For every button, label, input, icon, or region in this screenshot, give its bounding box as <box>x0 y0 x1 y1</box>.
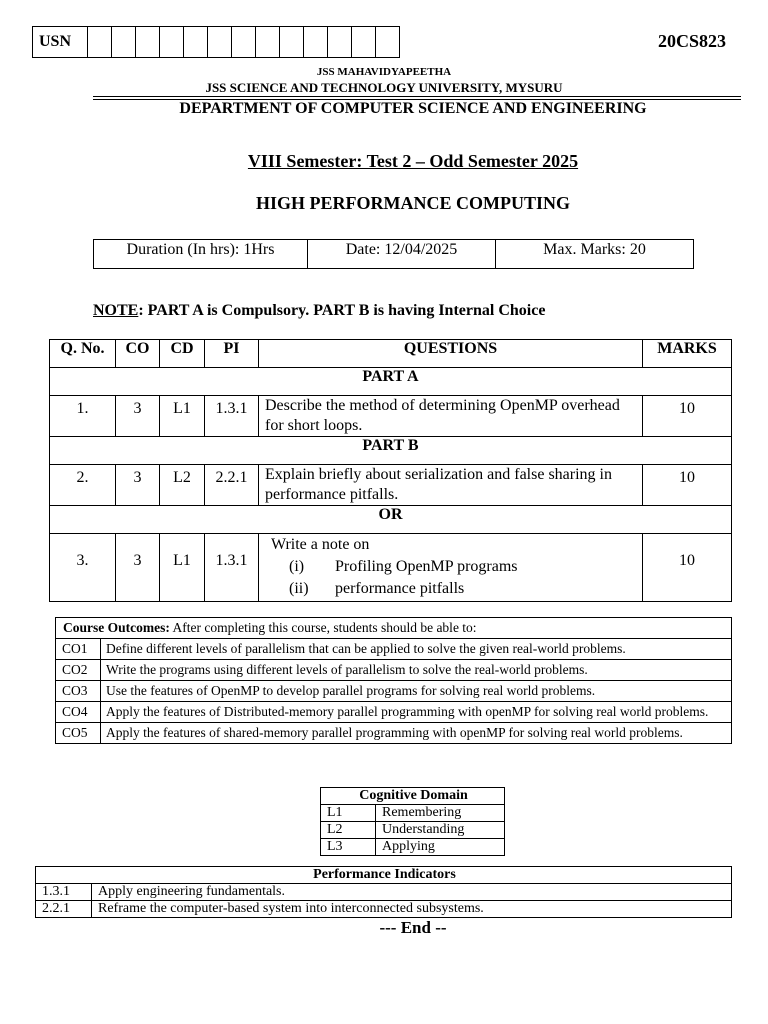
question-co: 3 <box>116 534 160 602</box>
table-row <box>36 884 732 901</box>
question-pi: 2.2.1 <box>205 465 259 506</box>
subpart-number: (ii) <box>289 580 309 597</box>
duration: Duration (In hrs): 1Hrs <box>94 240 308 269</box>
cognitive-domain-heading: Cognitive Domain <box>321 788 505 805</box>
table-row <box>50 465 732 506</box>
usn-cell <box>304 27 328 58</box>
cognitive-domain-table <box>320 787 505 856</box>
usn-cell <box>256 27 280 58</box>
subpart <box>271 578 636 600</box>
usn-cell <box>280 27 304 58</box>
table-row <box>321 839 505 856</box>
question-text: Explain briefly about serialization and false sharing in performance pitfalls. <box>259 465 643 506</box>
question-marks: 10 <box>643 534 732 602</box>
usn-label: USN <box>33 27 88 58</box>
question-number: 2. <box>50 465 116 506</box>
end-marker: --- End -- <box>379 918 447 937</box>
or-label: OR <box>50 506 732 534</box>
table-row <box>36 901 732 918</box>
subpart-number: (i) <box>289 558 305 575</box>
subpart-text: Profiling OpenMP programs <box>335 558 518 575</box>
table-header-row <box>50 340 732 368</box>
performance-indicators-heading: Performance Indicators <box>36 867 732 884</box>
usn-cell <box>160 27 184 58</box>
pi-text: Reframe the computer-based system into interconnected subsystems. <box>92 901 732 918</box>
question-text: Describe the method of determining OpenMP overhead for short loops. <box>259 396 643 437</box>
co-text: Write the programs using different levels of parallelism to solve the real-world problems. <box>101 660 732 681</box>
cd-label: Understanding <box>376 822 505 839</box>
part-b-label: PART B <box>50 437 732 465</box>
cd-level: L1 <box>321 805 376 822</box>
table-row <box>56 639 732 660</box>
header-co: CO <box>116 340 160 368</box>
usn-cell <box>112 27 136 58</box>
pi-text: Apply engineering fundamentals. <box>92 884 732 901</box>
exam-title: VIII Semester: Test 2 – Odd Semester 2025 <box>247 151 579 171</box>
table-row <box>56 660 732 681</box>
part-a-label: PART A <box>50 368 732 396</box>
course-outcomes-header <box>56 618 732 639</box>
co-text: Apply the features of Distributed-memory parallel programming with openMP for solving real world problems. <box>101 702 732 723</box>
cd-label: Applying <box>376 839 505 856</box>
table-row <box>56 702 732 723</box>
exam-date: Date: 12/04/2025 <box>308 240 496 269</box>
note-text: : PART A is Compulsory. PART B is having Internal Choice <box>138 302 546 319</box>
table-row <box>56 723 732 744</box>
co-id: CO4 <box>56 702 101 723</box>
co-id: CO2 <box>56 660 101 681</box>
co-id: CO3 <box>56 681 101 702</box>
course-outcomes-heading: Course Outcomes: <box>63 620 170 635</box>
table-row <box>50 396 732 437</box>
usn-cell <box>136 27 160 58</box>
course-outcomes-intro: After completing this course, students should be able to: <box>169 620 477 635</box>
course-code: 20CS823 <box>657 31 726 51</box>
co-id: CO1 <box>56 639 101 660</box>
usn-cell <box>208 27 232 58</box>
max-marks: Max. Marks: 20 <box>496 240 694 269</box>
question-number: 3. <box>50 534 116 602</box>
parent-institution: JSS MAHAVIDYAPEETHA <box>316 66 452 78</box>
table-row <box>321 822 505 839</box>
course-title: HIGH PERFORMANCE COMPUTING <box>256 193 570 213</box>
question-table <box>49 339 732 602</box>
header-pi: PI <box>205 340 259 368</box>
co-text: Apply the features of shared-memory parallel programming with openMP for solving real world problems. <box>101 723 732 744</box>
usn-cell <box>328 27 352 58</box>
question-marks: 10 <box>643 396 732 437</box>
subpart <box>271 556 636 578</box>
usn-cell <box>88 27 112 58</box>
cd-level: L3 <box>321 839 376 856</box>
department-name: DEPARTMENT OF COMPUTER SCIENCE AND ENGINEERING <box>179 100 647 117</box>
cd-label: Remembering <box>376 805 505 822</box>
pi-id: 1.3.1 <box>36 884 92 901</box>
question-text: Write a note on <box>271 536 370 553</box>
usn-cell <box>232 27 256 58</box>
subpart-text: performance pitfalls <box>335 580 465 597</box>
question-co: 3 <box>116 465 160 506</box>
question-co: 3 <box>116 396 160 437</box>
table-row <box>56 681 732 702</box>
course-outcomes-table <box>55 617 732 744</box>
co-text: Define different levels of parallelism that can be applied to solve the given real-world problems. <box>101 639 732 660</box>
co-id: CO5 <box>56 723 101 744</box>
table-row <box>321 805 505 822</box>
header-cd: CD <box>160 340 205 368</box>
header-questions: QUESTIONS <box>259 340 643 368</box>
cd-level: L2 <box>321 822 376 839</box>
question-number: 1. <box>50 396 116 437</box>
question-marks: 10 <box>643 465 732 506</box>
exam-meta-table <box>93 239 694 269</box>
note <box>93 302 545 320</box>
usn-box <box>32 26 400 58</box>
co-text: Use the features of OpenMP to develop parallel programs for solving real world problems. <box>101 681 732 702</box>
university-name: JSS SCIENCE AND TECHNOLOGY UNIVERSITY, MYSURU <box>205 80 563 95</box>
performance-indicators-table <box>35 866 732 918</box>
usn-cell <box>352 27 376 58</box>
header-qno: Q. No. <box>50 340 116 368</box>
question-cell <box>259 534 643 602</box>
question-cd: L1 <box>160 534 205 602</box>
usn-cell <box>184 27 208 58</box>
pi-id: 2.2.1 <box>36 901 92 918</box>
question-cd: L2 <box>160 465 205 506</box>
question-pi: 1.3.1 <box>205 396 259 437</box>
usn-cell <box>376 27 400 58</box>
question-cd: L1 <box>160 396 205 437</box>
header-marks: MARKS <box>643 340 732 368</box>
question-pi: 1.3.1 <box>205 534 259 602</box>
table-row <box>50 534 732 602</box>
note-label: NOTE <box>93 302 139 319</box>
header-rule <box>93 96 741 97</box>
